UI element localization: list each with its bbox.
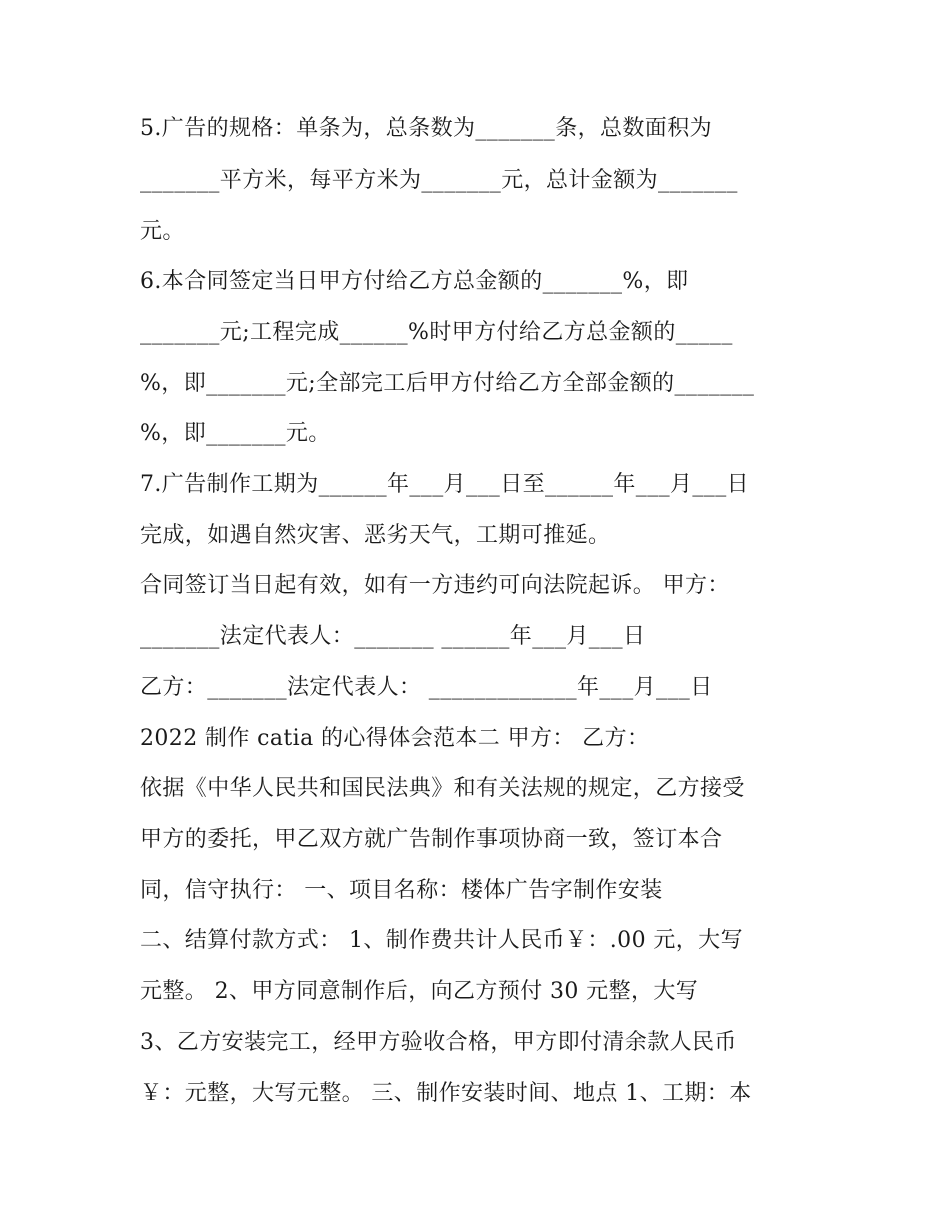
text-line: 元。 [140, 219, 185, 244]
text-line: ￥：元整，大写元整。 三、制作安装时间、地点 1、工期：本 [140, 1081, 752, 1106]
text-line: 5.广告的规格：单条为，总条数为_______条，总数面积为 [140, 116, 712, 141]
text-line: 7.广告制作工期为______年___月___日至______年___月___日 [140, 472, 749, 497]
text-line: 同，信守执行： 一、项目名称：楼体广告字制作安装 [140, 878, 663, 903]
text-line: _______法定代表人：_______ ______年___月___日 [140, 624, 646, 649]
text-line: 2022 制作 catia 的心得体会范本二 甲方： 乙方： [140, 726, 650, 751]
text-line: 元整。 2、甲方同意制作后，向乙方预付 30 元整，大写 [140, 979, 699, 1004]
text-line: 二、结算付款方式： 1、制作费共计人民币￥：.00 元，大写 [140, 928, 743, 953]
text-line: 6.本合同签定当日甲方付给乙方总金额的_______%，即 [140, 269, 689, 294]
text-line: _______平方米，每平方米为_______元，总计金额为_______ [140, 168, 738, 193]
text-line: %，即_______元;全部完工后甲方付给乙方全部金额的_______ [140, 371, 755, 396]
text-line: 合同签订当日起有效，如有一方违约可向法院起诉。 甲方： [140, 573, 730, 598]
text-line: 3、乙方安装完工，经甲方验收合格，甲方即付清余款人民币 [140, 1030, 737, 1055]
text-line: 依据《中华人民共和国民法典》和有关法规的规定，乙方接受 [140, 776, 745, 801]
text-line: 甲方的委托，甲乙双方就广告制作事项协商一致，签订本合 [140, 827, 723, 852]
text-line: _______元;工程完成______%时甲方付给乙方总金额的_____ [140, 320, 733, 345]
text-line: %，即_______元。 [140, 421, 331, 446]
text-line: 完成，如遇自然灾害、恶劣天气，工期可推延。 [140, 523, 611, 548]
text-line: 乙方：_______法定代表人： _____________年___月___日 [140, 675, 713, 700]
